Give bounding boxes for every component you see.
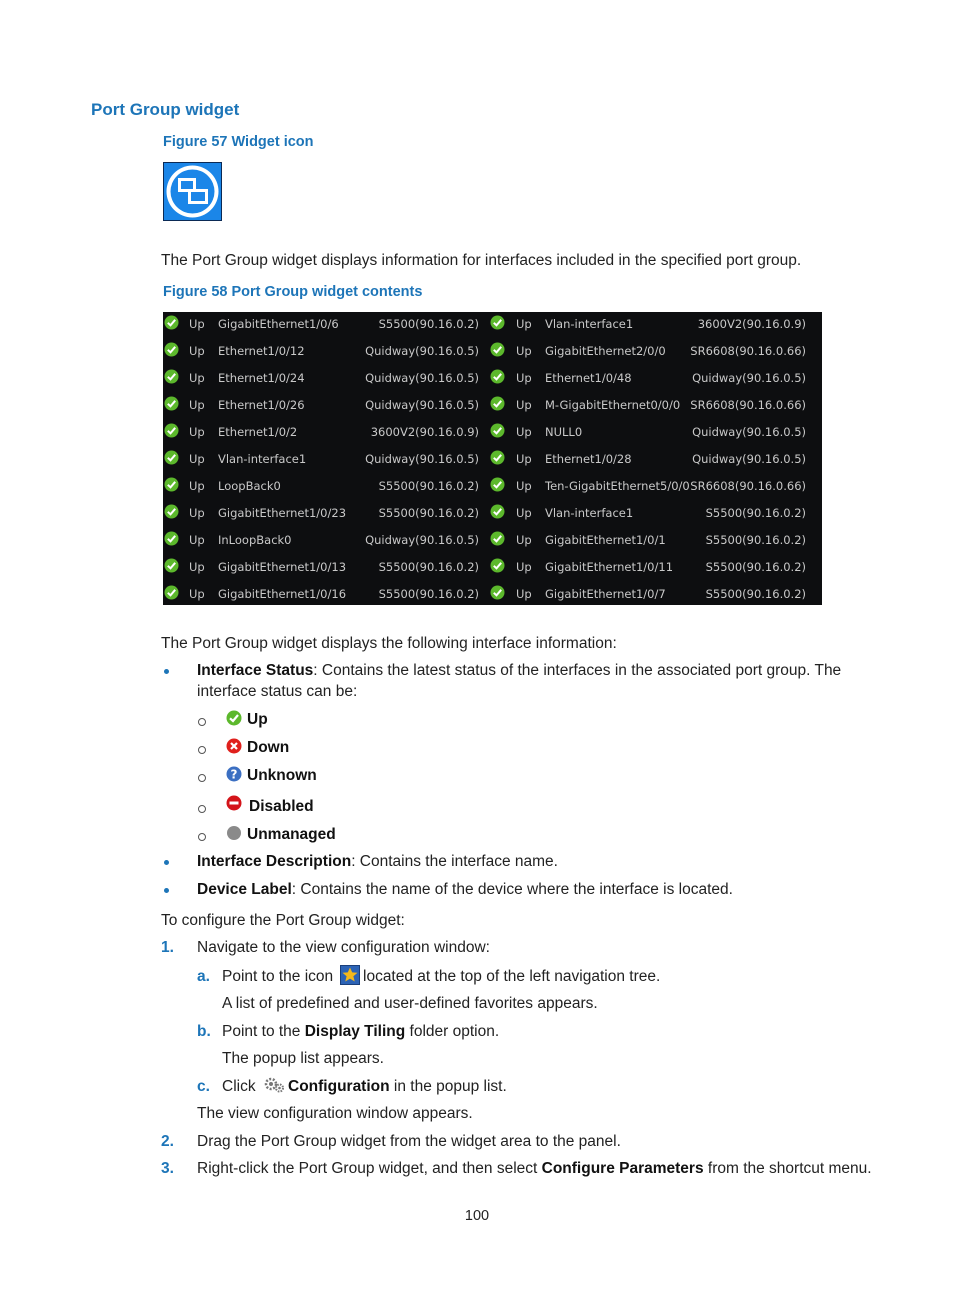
- device-label: S5500(90.16.0.2): [705, 506, 806, 520]
- intro-paragraph: The Port Group widget displays information for interfaces included in the specified port group.: [161, 252, 802, 269]
- table-row: [163, 368, 822, 395]
- sub-bullet: [198, 718, 206, 726]
- interface-name: Ten-GigabitEthernet5/0/0: [545, 479, 690, 493]
- up-check-icon: [164, 531, 179, 546]
- device-label: Quidway(90.16.0.5): [365, 452, 479, 466]
- bullet-dot: [164, 888, 169, 893]
- interface-description-item: [197, 853, 558, 871]
- table-row: [163, 557, 822, 584]
- sub-bullet: [198, 805, 206, 813]
- interface-name: GigabitEthernet1/0/7: [545, 587, 666, 601]
- step-c-letter: c.: [197, 1078, 210, 1095]
- up-check-icon: [164, 315, 179, 330]
- bullet-dot: [164, 669, 169, 674]
- table-row: [163, 476, 822, 503]
- interface-description-term: Interface Description: [197, 853, 352, 870]
- table-row: [163, 314, 822, 341]
- device-label: Quidway(90.16.0.5): [365, 371, 479, 385]
- table-row: [163, 530, 822, 557]
- step-b-text: [222, 1023, 499, 1041]
- device-label: S5500(90.16.0.2): [705, 533, 806, 547]
- status-text: Up: [189, 560, 205, 574]
- status-unknown-label: Unknown: [247, 767, 317, 784]
- interface-description-text: : Contains the interface name.: [351, 853, 558, 870]
- device-label-item: [197, 881, 733, 899]
- interface-name: Ethernet1/0/12: [218, 344, 305, 358]
- status-unmanaged-label: Unmanaged: [247, 826, 336, 843]
- step-2-text: Drag the Port Group widget from the widget area to the panel.: [197, 1133, 621, 1150]
- interface-name: Ethernet1/0/48: [545, 371, 632, 385]
- up-status-icon: [226, 710, 242, 726]
- unknown-status-icon: [226, 766, 242, 782]
- up-check-icon: [164, 477, 179, 492]
- configuration-term: Configuration: [288, 1078, 390, 1095]
- device-label: Quidway(90.16.0.5): [692, 371, 806, 385]
- up-check-icon: [164, 396, 179, 411]
- status-text: Up: [516, 587, 532, 601]
- interface-name: Vlan-interface1: [218, 452, 307, 466]
- up-check-icon: [490, 369, 505, 384]
- up-check-icon: [490, 342, 505, 357]
- step-a-letter: a.: [197, 968, 210, 985]
- status-text: Up: [189, 533, 205, 547]
- interface-status-item: [197, 662, 841, 680]
- interface-name: InLoopBack0: [218, 533, 292, 547]
- disabled-status-icon: [226, 795, 242, 811]
- up-check-icon: [164, 423, 179, 438]
- device-label-term: Device Label: [197, 881, 292, 898]
- device-label: S5500(90.16.0.2): [705, 587, 806, 601]
- step-c-text-2: in the popup list.: [389, 1078, 507, 1095]
- status-text: Up: [189, 506, 205, 520]
- interface-name: NULL0: [545, 425, 583, 439]
- status-text: Up: [189, 479, 205, 493]
- up-check-icon: [490, 585, 505, 600]
- device-label: Quidway(90.16.0.5): [365, 533, 479, 547]
- interface-name: GigabitEthernet1/0/23: [218, 506, 347, 520]
- status-text: Up: [516, 479, 532, 493]
- port-group-widget-icon: [163, 162, 222, 221]
- interface-status-desc-2: interface status can be:: [197, 683, 358, 700]
- table-row: [163, 422, 822, 449]
- up-check-icon: [490, 315, 505, 330]
- status-text: Up: [516, 533, 532, 547]
- step-b-text-1: Point to the: [222, 1023, 305, 1040]
- display-tiling-term: Display Tiling: [304, 1023, 406, 1040]
- interface-status-desc: : Contains the latest status of the interfaces in the associated port group. The: [313, 662, 842, 679]
- down-status-icon: [226, 738, 242, 754]
- step-b-result: The popup list appears.: [222, 1050, 384, 1067]
- up-check-icon: [490, 423, 505, 438]
- figure-57-caption: Figure 57 Widget icon: [163, 134, 314, 150]
- interface-name: Ethernet1/0/26: [218, 398, 305, 412]
- status-text: Up: [189, 371, 205, 385]
- up-check-icon: [490, 504, 505, 519]
- status-text: Up: [189, 452, 205, 466]
- status-text: Up: [189, 425, 205, 439]
- up-check-icon: [490, 477, 505, 492]
- up-check-icon: [164, 450, 179, 465]
- sub-bullet: [198, 774, 206, 782]
- step-1-number: 1.: [161, 939, 174, 956]
- status-text: Up: [516, 371, 532, 385]
- device-label: SR6608(90.16.0.66): [690, 398, 806, 412]
- info-intro: The Port Group widget displays the following interface information:: [161, 635, 617, 652]
- section-title: Port Group widget: [91, 100, 240, 119]
- status-text: Up: [189, 344, 205, 358]
- status-text: Up: [189, 398, 205, 412]
- interface-name: GigabitEthernet2/0/0: [545, 344, 666, 358]
- interface-name: M-GigabitEthernet0/0/0: [545, 398, 681, 412]
- device-label-text: : Contains the name of the device where the interface is located.: [291, 881, 733, 898]
- step-b-text-2: folder option.: [405, 1023, 500, 1040]
- status-down-label: Down: [247, 739, 290, 756]
- up-check-icon: [164, 369, 179, 384]
- table-row: [163, 503, 822, 530]
- step-1-text: Navigate to the view configuration window:: [197, 939, 490, 956]
- device-label: 3600V2(90.16.0.9): [697, 317, 806, 331]
- figure-58-caption: Figure 58 Port Group widget contents: [163, 284, 423, 300]
- status-text: Up: [516, 398, 532, 412]
- device-label: SR6608(90.16.0.66): [690, 344, 806, 358]
- up-check-icon: [164, 504, 179, 519]
- step-c-result: The view configuration window appears.: [197, 1105, 473, 1122]
- device-label: S5500(90.16.0.2): [378, 317, 479, 331]
- interface-name: GigabitEthernet1/0/11: [545, 560, 674, 574]
- svg-text:?: ?: [230, 767, 238, 782]
- step-3-number: 3.: [161, 1160, 174, 1177]
- device-label: Quidway(90.16.0.5): [365, 344, 479, 358]
- step-3-text-2: from the shortcut menu.: [703, 1160, 872, 1177]
- unmanaged-status-icon: [226, 825, 242, 841]
- up-check-icon: [490, 531, 505, 546]
- device-label: S5500(90.16.0.2): [378, 479, 479, 493]
- step-c-text-1: Click: [222, 1078, 256, 1095]
- up-check-icon: [164, 585, 179, 600]
- step-2-number: 2.: [161, 1133, 174, 1150]
- status-text: Up: [516, 452, 532, 466]
- step-b-letter: b.: [197, 1023, 211, 1040]
- configure-parameters-term: Configure Parameters: [541, 1160, 704, 1177]
- up-check-icon: [164, 342, 179, 357]
- status-text: Up: [189, 587, 205, 601]
- step-a-result: A list of predefined and user-defined favorites appears.: [222, 995, 598, 1012]
- status-text: Up: [516, 344, 532, 358]
- interface-name: LoopBack0: [218, 479, 281, 493]
- step-a-text-2: located at the top of the left navigation tree.: [363, 968, 661, 985]
- status-text: Up: [189, 317, 205, 331]
- status-text: Up: [516, 560, 532, 574]
- up-check-icon: [490, 396, 505, 411]
- table-row: [163, 584, 822, 611]
- up-check-icon: [490, 450, 505, 465]
- interface-name: Ethernet1/0/28: [545, 452, 632, 466]
- device-label: 3600V2(90.16.0.9): [370, 425, 479, 439]
- favorites-star-icon: [340, 965, 360, 985]
- table-row: [163, 449, 822, 476]
- device-label: Quidway(90.16.0.5): [365, 398, 479, 412]
- table-row: [163, 341, 822, 368]
- status-up-label: Up: [247, 711, 268, 728]
- configuration-gear-icon: [264, 1077, 285, 1093]
- status-disabled-label: Disabled: [249, 798, 314, 815]
- up-check-icon: [164, 558, 179, 573]
- status-text: Up: [516, 506, 532, 520]
- interface-name: Ethernet1/0/2: [218, 425, 298, 439]
- configure-intro: To configure the Port Group widget:: [161, 912, 405, 929]
- interface-name: Ethernet1/0/24: [218, 371, 305, 385]
- sub-bullet: [198, 746, 206, 754]
- step-a-text-1: Point to the icon: [222, 968, 334, 985]
- interface-name: GigabitEthernet1/0/1: [545, 533, 666, 547]
- step-3-text-1: Right-click the Port Group widget, and then select: [197, 1160, 542, 1177]
- table-row: [163, 395, 822, 422]
- bullet-dot: [164, 860, 169, 865]
- step-c-text: [288, 1078, 507, 1096]
- device-label: S5500(90.16.0.2): [378, 506, 479, 520]
- device-label: S5500(90.16.0.2): [378, 587, 479, 601]
- sub-bullet: [198, 833, 206, 841]
- up-check-icon: [490, 558, 505, 573]
- device-label: S5500(90.16.0.2): [705, 560, 806, 574]
- page-number: 100: [464, 1208, 490, 1224]
- interface-status-term: Interface Status: [197, 662, 314, 679]
- device-label: SR6608(90.16.0.66): [690, 479, 806, 493]
- step-3-text: [197, 1160, 872, 1178]
- status-text: Up: [516, 317, 532, 331]
- status-text: Up: [516, 425, 532, 439]
- port-group-widget-table: [163, 312, 822, 605]
- interface-name: GigabitEthernet1/0/16: [218, 587, 347, 601]
- device-label: S5500(90.16.0.2): [378, 560, 479, 574]
- interface-name: GigabitEthernet1/0/6: [218, 317, 339, 331]
- interface-name: GigabitEthernet1/0/13: [218, 560, 347, 574]
- device-label: Quidway(90.16.0.5): [692, 452, 806, 466]
- interface-name: Vlan-interface1: [545, 317, 634, 331]
- interface-name: Vlan-interface1: [545, 506, 634, 520]
- device-label: Quidway(90.16.0.5): [692, 425, 806, 439]
